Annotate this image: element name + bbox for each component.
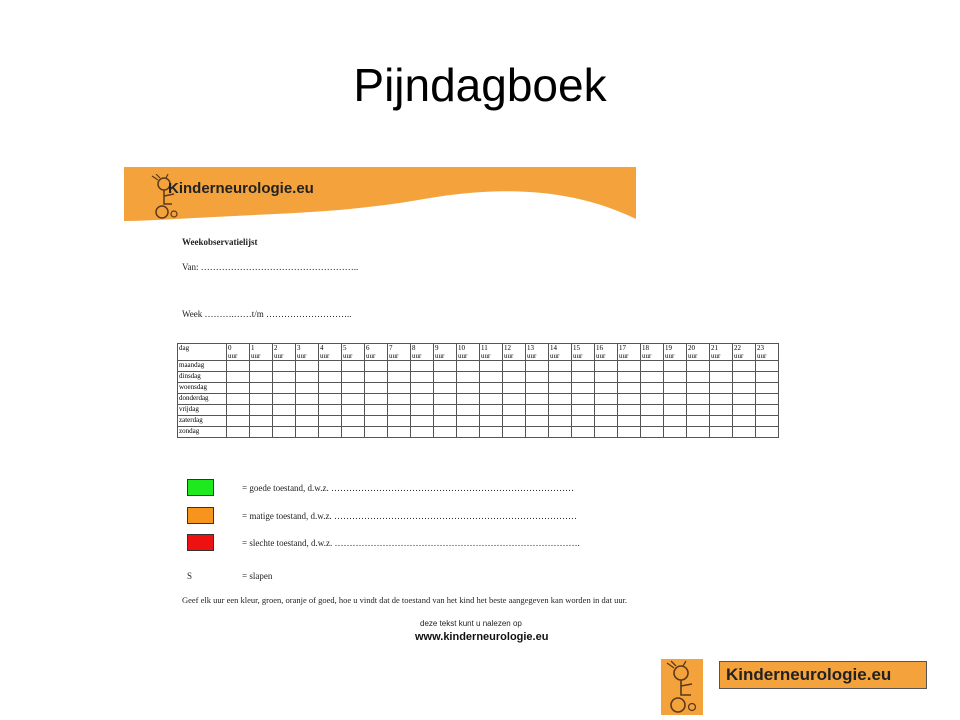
- hour-unit: uur: [458, 352, 468, 360]
- hour-cell: [572, 394, 595, 405]
- hour-cell: [710, 361, 733, 372]
- hour-unit: uur: [435, 352, 445, 360]
- header-cell-hour: [296, 344, 319, 361]
- hour-cell: [227, 427, 250, 438]
- hour-cell: [641, 416, 664, 427]
- hour-cell: [480, 372, 503, 383]
- hour-cell: [572, 361, 595, 372]
- hour-cell: [526, 372, 549, 383]
- hour-cell: [618, 416, 641, 427]
- hour-cell: [526, 383, 549, 394]
- table-header-row: [178, 344, 779, 361]
- hour-number: 16: [596, 344, 603, 352]
- hour-cell: [411, 427, 434, 438]
- hour-cell: [756, 427, 779, 438]
- document-image: [124, 167, 786, 657]
- hour-cell: [365, 383, 388, 394]
- hour-cell: [526, 416, 549, 427]
- header-cell-hour: [618, 344, 641, 361]
- hour-cell: [733, 405, 756, 416]
- hour-cell: [572, 383, 595, 394]
- hour-unit: uur: [573, 352, 583, 360]
- hour-cell: [388, 361, 411, 372]
- hour-cell: [595, 383, 618, 394]
- hour-unit: uur: [734, 352, 744, 360]
- hour-cell: [756, 372, 779, 383]
- hour-cell: [641, 405, 664, 416]
- hour-cell: [664, 372, 687, 383]
- hour-number: 4: [320, 344, 324, 352]
- hour-cell: [687, 416, 710, 427]
- table-row: [178, 427, 779, 438]
- hour-cell: [457, 416, 480, 427]
- hour-cell: [595, 361, 618, 372]
- hour-cell: [411, 383, 434, 394]
- day-cell: woensdag: [178, 383, 227, 394]
- hour-cell: [756, 405, 779, 416]
- hour-cell: [710, 383, 733, 394]
- hour-cell: [526, 361, 549, 372]
- hour-cell: [687, 372, 710, 383]
- legend-text: = slechte toestand, d.w.z. ……………………………………………………………………….: [242, 538, 580, 548]
- hour-cell: [549, 427, 572, 438]
- hour-cell: [250, 361, 273, 372]
- hour-unit: uur: [504, 352, 514, 360]
- header-cell-hour: [549, 344, 572, 361]
- hour-cell: [756, 383, 779, 394]
- hour-cell: [503, 394, 526, 405]
- hour-unit: uur: [297, 352, 307, 360]
- hour-cell: [411, 361, 434, 372]
- header-cell-hour: [572, 344, 595, 361]
- hour-unit: uur: [366, 352, 376, 360]
- hour-cell: [480, 361, 503, 372]
- hour-cell: [618, 394, 641, 405]
- hour-cell: [388, 372, 411, 383]
- hour-cell: [664, 383, 687, 394]
- hour-cell: [319, 427, 342, 438]
- hour-cell: [342, 427, 365, 438]
- header-cell-hour: [641, 344, 664, 361]
- hour-cell: [365, 361, 388, 372]
- hour-cell: [365, 394, 388, 405]
- table-row: [178, 361, 779, 372]
- hour-unit: uur: [619, 352, 629, 360]
- legend-swatch: [187, 507, 214, 524]
- hour-number: 10: [458, 344, 465, 352]
- hour-cell: [411, 372, 434, 383]
- hour-cell: [756, 416, 779, 427]
- hour-cell: [434, 405, 457, 416]
- hour-number: 11: [481, 344, 488, 352]
- form-heading: Weekobservatielijst: [182, 237, 258, 247]
- hour-cell: [457, 427, 480, 438]
- observation-table: [177, 343, 779, 438]
- hour-cell: [756, 361, 779, 372]
- hour-cell: [756, 394, 779, 405]
- hour-cell: [503, 405, 526, 416]
- legend-text: = matige toestand, d.w.z. ………………………………………………………………………: [242, 511, 577, 521]
- hour-cell: [411, 394, 434, 405]
- hour-cell: [503, 361, 526, 372]
- hour-cell: [733, 416, 756, 427]
- hour-cell: [365, 372, 388, 383]
- hour-cell: [710, 416, 733, 427]
- header-cell-hour: [434, 344, 457, 361]
- hour-cell: [319, 361, 342, 372]
- hour-cell: [457, 405, 480, 416]
- hour-unit: uur: [343, 352, 353, 360]
- header-cell-hour: [411, 344, 434, 361]
- hour-cell: [250, 405, 273, 416]
- hour-cell: [687, 405, 710, 416]
- hour-cell: [710, 405, 733, 416]
- hour-cell: [457, 394, 480, 405]
- header-cell-hour: [733, 344, 756, 361]
- header-cell-hour: [342, 344, 365, 361]
- hour-cell: [618, 383, 641, 394]
- hour-cell: [457, 361, 480, 372]
- hour-cell: [687, 427, 710, 438]
- hour-cell: [572, 405, 595, 416]
- hour-unit: uur: [596, 352, 606, 360]
- hour-cell: [250, 383, 273, 394]
- hour-unit: uur: [665, 352, 675, 360]
- table-row: [178, 405, 779, 416]
- corner-mascot-logo: [661, 659, 703, 715]
- corner-logo-text: Kinderneurologie.eu: [726, 665, 892, 684]
- hour-cell: [273, 416, 296, 427]
- header-cell-hour: [365, 344, 388, 361]
- hour-cell: [296, 427, 319, 438]
- legend-text: = goede toestand, d.w.z. ………………………………………………………………………: [242, 483, 574, 493]
- hour-cell: [618, 372, 641, 383]
- day-cell: dinsdag: [178, 372, 227, 383]
- hour-cell: [733, 361, 756, 372]
- hour-cell: [227, 394, 250, 405]
- hour-unit: uur: [228, 352, 238, 360]
- legend-swatch: [187, 534, 214, 551]
- hour-cell: [434, 361, 457, 372]
- hour-cell: [733, 427, 756, 438]
- hour-cell: [664, 416, 687, 427]
- hour-cell: [641, 427, 664, 438]
- hour-cell: [687, 394, 710, 405]
- hour-cell: [641, 361, 664, 372]
- hour-cell: [641, 383, 664, 394]
- header-cell-hour: [595, 344, 618, 361]
- banner-title: Kinderneurologie.eu: [168, 180, 314, 197]
- day-cell: zaterdag: [178, 416, 227, 427]
- hour-number: 12: [504, 344, 511, 352]
- hour-cell: [641, 394, 664, 405]
- hour-cell: [342, 416, 365, 427]
- hour-number: 23: [757, 344, 764, 352]
- header-cell-hour: [250, 344, 273, 361]
- hour-cell: [710, 394, 733, 405]
- week-line: Week ……….……t/m ………………………..: [182, 309, 352, 319]
- header-cell-hour: [710, 344, 733, 361]
- hour-cell: [480, 405, 503, 416]
- hour-unit: uur: [481, 352, 491, 360]
- hour-cell: [227, 383, 250, 394]
- hour-cell: [549, 394, 572, 405]
- hour-number: 7: [389, 344, 393, 352]
- hour-cell: [296, 361, 319, 372]
- hour-cell: [480, 383, 503, 394]
- hour-cell: [733, 372, 756, 383]
- hour-cell: [388, 427, 411, 438]
- hour-number: 5: [343, 344, 347, 352]
- hour-cell: [365, 405, 388, 416]
- hour-unit: uur: [642, 352, 652, 360]
- hour-unit: uur: [688, 352, 698, 360]
- hour-number: 14: [550, 344, 557, 352]
- hour-cell: [618, 427, 641, 438]
- header-cell-hour: [503, 344, 526, 361]
- hour-cell: [595, 372, 618, 383]
- table-row: [178, 383, 779, 394]
- hour-number: 6: [366, 344, 370, 352]
- hour-cell: [250, 394, 273, 405]
- hour-cell: [710, 427, 733, 438]
- hour-cell: [641, 372, 664, 383]
- hour-cell: [434, 383, 457, 394]
- hour-number: 3: [297, 344, 301, 352]
- hour-number: 13: [527, 344, 534, 352]
- hour-cell: [273, 427, 296, 438]
- hour-number: 8: [412, 344, 416, 352]
- legend-swatch: [187, 479, 214, 496]
- hour-cell: [296, 416, 319, 427]
- hour-cell: [503, 383, 526, 394]
- hour-cell: [595, 416, 618, 427]
- hour-cell: [434, 416, 457, 427]
- day-cell: donderdag: [178, 394, 227, 405]
- hour-number: 20: [688, 344, 695, 352]
- hour-number: 21: [711, 344, 718, 352]
- hour-cell: [434, 372, 457, 383]
- hour-number: 0: [228, 344, 232, 352]
- header-cell-hour: [526, 344, 549, 361]
- hour-cell: [250, 427, 273, 438]
- hour-cell: [572, 427, 595, 438]
- hour-cell: [296, 383, 319, 394]
- hour-cell: [457, 372, 480, 383]
- hour-unit: uur: [711, 352, 721, 360]
- day-cell: maandag: [178, 361, 227, 372]
- hour-cell: [687, 361, 710, 372]
- hour-cell: [342, 361, 365, 372]
- hour-number: 2: [274, 344, 278, 352]
- table-row: [178, 372, 779, 383]
- hour-cell: [250, 416, 273, 427]
- hour-unit: uur: [550, 352, 560, 360]
- hour-cell: [503, 416, 526, 427]
- day-cell: zondag: [178, 427, 227, 438]
- hour-cell: [319, 394, 342, 405]
- hour-number: 19: [665, 344, 672, 352]
- header-cell-hour: [227, 344, 250, 361]
- hour-cell: [480, 416, 503, 427]
- corner-text-logo: [719, 661, 927, 689]
- hour-number: 15: [573, 344, 580, 352]
- hour-cell: [342, 372, 365, 383]
- hour-cell: [250, 372, 273, 383]
- hour-cell: [595, 394, 618, 405]
- hour-cell: [526, 427, 549, 438]
- hour-cell: [664, 427, 687, 438]
- hour-cell: [549, 405, 572, 416]
- hour-cell: [664, 361, 687, 372]
- hour-unit: uur: [251, 352, 261, 360]
- hour-cell: [342, 394, 365, 405]
- table-row: [178, 394, 779, 405]
- hour-number: 1: [251, 344, 255, 352]
- hour-cell: [687, 383, 710, 394]
- hour-cell: [457, 383, 480, 394]
- hour-cell: [227, 405, 250, 416]
- hour-cell: [664, 405, 687, 416]
- header-cell-hour: [457, 344, 480, 361]
- hour-cell: [411, 405, 434, 416]
- mascot-icon: [661, 659, 703, 715]
- hour-cell: [434, 427, 457, 438]
- hour-cell: [434, 394, 457, 405]
- hour-cell: [526, 394, 549, 405]
- hour-cell: [227, 416, 250, 427]
- header-cell-dag: dag: [178, 344, 227, 361]
- hour-cell: [319, 372, 342, 383]
- hour-cell: [342, 383, 365, 394]
- hour-cell: [733, 394, 756, 405]
- sleep-label: = slapen: [242, 571, 273, 581]
- hour-cell: [549, 383, 572, 394]
- table-row: [178, 416, 779, 427]
- hour-cell: [273, 361, 296, 372]
- hour-cell: [365, 427, 388, 438]
- hour-cell: [549, 372, 572, 383]
- hour-number: 18: [642, 344, 649, 352]
- hour-cell: [664, 394, 687, 405]
- header-cell-hour: [480, 344, 503, 361]
- hour-number: 9: [435, 344, 439, 352]
- hour-unit: uur: [412, 352, 422, 360]
- hour-cell: [388, 416, 411, 427]
- header-cell-hour: [687, 344, 710, 361]
- hour-cell: [227, 372, 250, 383]
- hour-cell: [319, 383, 342, 394]
- header-cell-hour: [664, 344, 687, 361]
- hour-unit: uur: [274, 352, 284, 360]
- header-cell-hour: [756, 344, 779, 361]
- hour-cell: [710, 372, 733, 383]
- instruction-text: Geef elk uur een kleur, groen, oranje of goed, hoe u vindt dat de toestand van het kind het beste aangegeven kan worden in dat uur.: [182, 595, 628, 605]
- hour-cell: [595, 405, 618, 416]
- day-cell: vrijdag: [178, 405, 227, 416]
- hour-unit: uur: [527, 352, 537, 360]
- hour-cell: [618, 405, 641, 416]
- footer-url: www.kinderneurologie.eu: [415, 631, 549, 643]
- hour-cell: [365, 416, 388, 427]
- van-line: Van: ……………………………………………..: [182, 262, 359, 272]
- hour-cell: [273, 372, 296, 383]
- hour-cell: [618, 361, 641, 372]
- hour-cell: [503, 372, 526, 383]
- hour-cell: [480, 394, 503, 405]
- hour-cell: [296, 394, 319, 405]
- hour-cell: [388, 394, 411, 405]
- hour-cell: [227, 361, 250, 372]
- hour-cell: [480, 427, 503, 438]
- hour-cell: [342, 405, 365, 416]
- hour-unit: uur: [389, 352, 399, 360]
- footer-note: deze tekst kunt u nalezen op: [420, 619, 522, 628]
- hour-cell: [319, 416, 342, 427]
- hour-cell: [273, 394, 296, 405]
- hour-cell: [572, 372, 595, 383]
- header-cell-hour: [273, 344, 296, 361]
- hour-cell: [388, 405, 411, 416]
- hour-cell: [549, 361, 572, 372]
- sleep-symbol: S: [187, 571, 193, 581]
- hour-unit: uur: [757, 352, 767, 360]
- hour-cell: [273, 383, 296, 394]
- slide-title: Pijndagboek: [353, 59, 607, 111]
- hour-cell: [549, 416, 572, 427]
- hour-cell: [273, 405, 296, 416]
- hour-number: 17: [619, 344, 626, 352]
- hour-number: 22: [734, 344, 741, 352]
- hour-cell: [296, 405, 319, 416]
- hour-cell: [595, 427, 618, 438]
- hour-cell: [526, 405, 549, 416]
- header-cell-hour: [319, 344, 342, 361]
- hour-cell: [572, 416, 595, 427]
- hour-cell: [733, 383, 756, 394]
- hour-cell: [296, 372, 319, 383]
- hour-cell: [388, 383, 411, 394]
- hour-cell: [503, 427, 526, 438]
- header-cell-hour: [388, 344, 411, 361]
- hour-cell: [411, 416, 434, 427]
- hour-cell: [319, 405, 342, 416]
- hour-unit: uur: [320, 352, 330, 360]
